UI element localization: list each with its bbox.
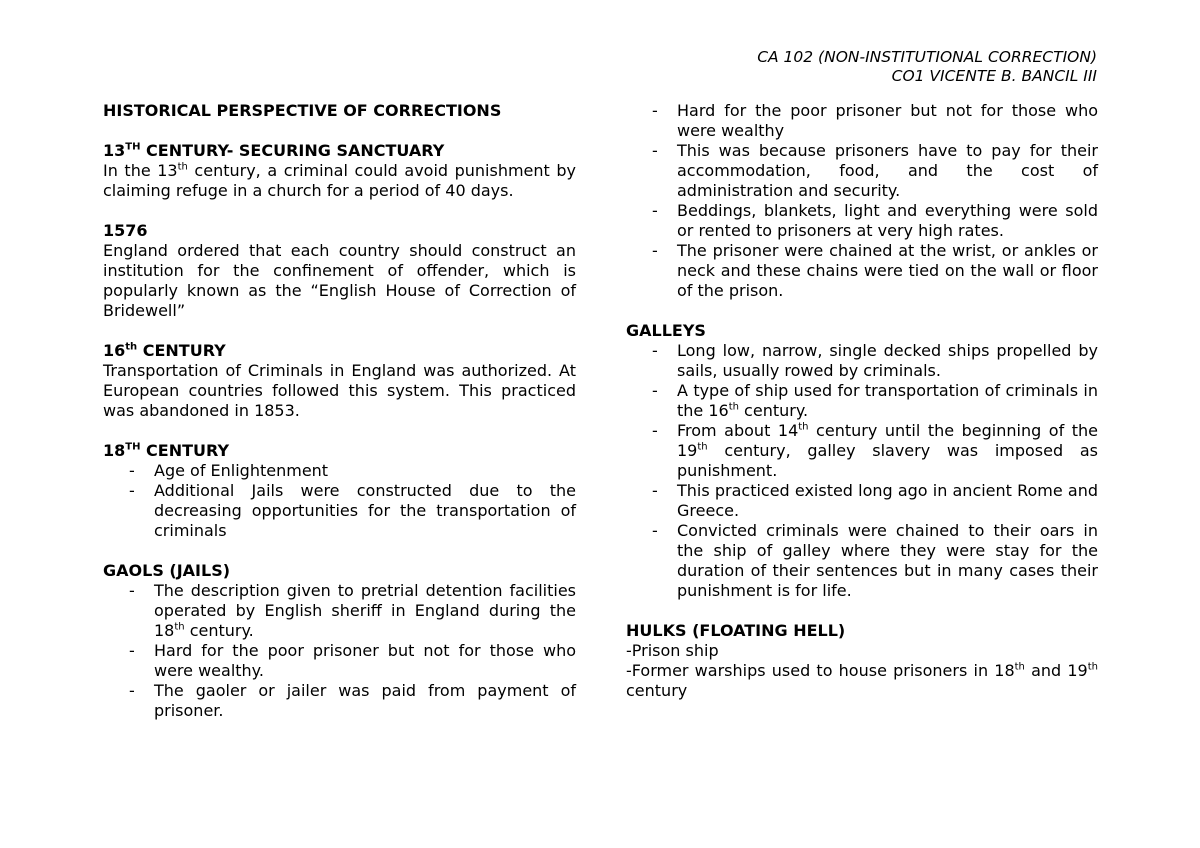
section-heading: HULKS (FLOATING HELL) (626, 621, 846, 640)
section-18th-century (103, 441, 576, 541)
list-item: - Additional Jails were constructed due to the decreasing opportunities for the transportation of criminals (154, 481, 576, 541)
list-item: - This practiced existed long ago in ancient Rome and Greece. (677, 481, 1098, 521)
course-title: CA 102 (NON-INSTITUTIONAL CORRECTION) (757, 48, 1097, 66)
list-item: - From about 14th century until the beginning of the 19th century, galley slavery was imposed as punishment. (677, 421, 1098, 481)
section-heading: GAOLS (JAILS) (103, 561, 231, 580)
bullet-list (626, 341, 1098, 601)
section-heading: 1576 (103, 221, 148, 240)
section-gaols-continued (626, 101, 1098, 301)
section-text: England ordered that each country should construct an institution for the confinement of offender, which is popularly known as the “English House of Correction of Bridewell” (103, 241, 576, 320)
list-item: - Age of Enlightenment (154, 461, 576, 481)
left-column (103, 101, 576, 741)
section-text: Transportation of Criminals in England was authorized. At European countries followed this system. This practiced was abandoned in 1853. (103, 361, 576, 420)
section-galleys (626, 321, 1098, 601)
page-header (757, 48, 1097, 86)
list-item: - The gaoler or jailer was paid from payment of prisoner. (154, 681, 576, 721)
section-text: -Prison ship (626, 641, 719, 660)
list-item: - Convicted criminals were chained to their oars in the ship of galley where they were stay for the duration of their sentences but in many cases their punishment is for life. (677, 521, 1098, 601)
bullet-list (103, 461, 576, 541)
right-column (626, 101, 1098, 721)
document-title: HISTORICAL PERSPECTIVE OF CORRECTIONS (103, 101, 502, 120)
section-text: In the 13th century, a criminal could avoid punishment by claiming refuge in a church for a period of 40 days. (103, 161, 577, 200)
section-heading: 13TH CENTURY- SECURING SANCTUARY (103, 141, 445, 160)
list-item: - Long low, narrow, single decked ships propelled by sails, usually rowed by criminals. (677, 341, 1098, 381)
section-gaols (103, 561, 576, 721)
bullet-list (626, 101, 1098, 301)
section-hulks (626, 621, 1098, 701)
list-item: - Hard for the poor prisoner but not for those who were wealthy (677, 101, 1098, 141)
section-13th-century (103, 141, 576, 201)
list-item: - The description given to pretrial detention facilities operated by English sheriff in England during the 18th century. (154, 581, 576, 641)
author-name: CO1 VICENTE B. BANCIL III (891, 67, 1097, 85)
list-item: - Hard for the poor prisoner but not for those who were wealthy. (154, 641, 576, 681)
section-1576 (103, 221, 576, 321)
list-item: - This was because prisoners have to pay for their accommodation, food, and the cost of administration and security. (677, 141, 1098, 201)
section-heading: 16th CENTURY (103, 341, 226, 360)
bullet-list (103, 581, 576, 721)
section-16th-century (103, 341, 576, 421)
section-text: -Former warships used to house prisoners in 18th and 19th century (626, 661, 1099, 700)
list-item: - Beddings, blankets, light and everything were sold or rented to prisoners at very high rates. (677, 201, 1098, 241)
section-heading: 18TH CENTURY (103, 441, 230, 460)
list-item: - A type of ship used for transportation of criminals in the 16th century. (677, 381, 1098, 421)
list-item: - The prisoner were chained at the wrist, or ankles or neck and these chains were tied on the wall or floor of the prison. (677, 241, 1098, 301)
section-heading: GALLEYS (626, 321, 706, 340)
